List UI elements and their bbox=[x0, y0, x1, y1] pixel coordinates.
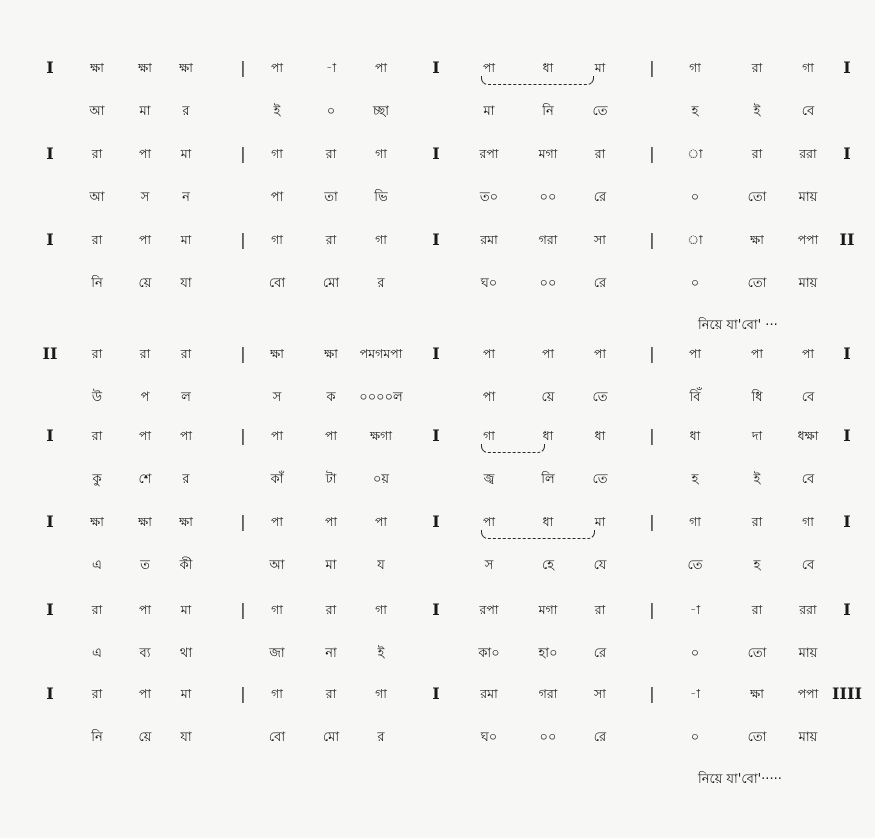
lyric-syllable: বে bbox=[801, 104, 815, 119]
lyric-syllable: ০০ bbox=[539, 730, 557, 745]
barline: II bbox=[42, 344, 58, 363]
swara-note: রা bbox=[594, 146, 606, 161]
barline: | bbox=[240, 426, 246, 445]
swara-note: রা bbox=[91, 428, 103, 443]
lyric-syllable: তে bbox=[592, 104, 608, 119]
lyric-syllable: ০ bbox=[690, 276, 700, 291]
swara-note: পা bbox=[138, 232, 152, 247]
barline: I bbox=[843, 344, 851, 363]
lyric-syllable: য bbox=[377, 558, 385, 573]
lyric-syllable: ই bbox=[753, 104, 761, 119]
lyric-syllable: ০ bbox=[690, 190, 700, 205]
lyric-syllable: ০০ bbox=[539, 190, 557, 205]
barline: | bbox=[240, 144, 246, 163]
lyric-syllable: ই bbox=[753, 472, 761, 487]
lyric-syllable: প bbox=[140, 390, 150, 405]
barline: I bbox=[432, 426, 440, 445]
lyric-syllable: উ bbox=[91, 390, 103, 405]
swara-note: গরা bbox=[538, 232, 558, 247]
lyric-syllable: হ bbox=[691, 472, 699, 487]
barline: | bbox=[649, 600, 655, 619]
lyric-syllable: ব্য bbox=[139, 646, 151, 661]
barline: I bbox=[46, 600, 54, 619]
swara-note: রা bbox=[751, 602, 763, 617]
lyric-syllable: ন bbox=[182, 190, 190, 205]
swara-note: -া bbox=[689, 602, 701, 617]
swara-note: পা bbox=[482, 346, 496, 361]
swara-note: মগা bbox=[538, 602, 558, 617]
swara-note: া bbox=[687, 232, 703, 247]
barline: | bbox=[649, 426, 655, 445]
swara-note: ক্ষা bbox=[179, 60, 193, 75]
swara-note: রা bbox=[751, 60, 763, 75]
lyric-syllable: তো bbox=[747, 730, 767, 745]
swara-note: গা bbox=[271, 602, 283, 617]
swara-note: পা bbox=[324, 428, 338, 443]
lyric-syllable: তে bbox=[592, 390, 608, 405]
lyric-syllable: যে bbox=[593, 558, 607, 573]
barline: | bbox=[649, 230, 655, 249]
barline: I bbox=[432, 58, 440, 77]
lyric-syllable: স bbox=[272, 390, 282, 405]
swara-note: দা bbox=[751, 428, 763, 443]
lyric-syllable: হা০ bbox=[538, 646, 558, 661]
swara-note: পা bbox=[138, 428, 152, 443]
lyric-syllable: ঘ০ bbox=[480, 276, 498, 291]
lyric-syllable: না bbox=[325, 646, 337, 661]
swara-note: ক্ষা bbox=[750, 686, 764, 701]
swara-note: মা bbox=[594, 60, 606, 75]
lyric-syllable: থা bbox=[179, 646, 193, 661]
barline: | bbox=[240, 600, 246, 619]
swara-note: গা bbox=[802, 514, 814, 529]
swara-note: গা bbox=[483, 428, 495, 443]
swara-note: ক্ষা bbox=[179, 514, 193, 529]
swara-note: ধা bbox=[542, 514, 554, 529]
swara-note: মা bbox=[180, 602, 192, 617]
barline: IIII bbox=[832, 684, 862, 703]
swara-note: রা bbox=[91, 146, 103, 161]
refrain-tail: নিয়ে যা'বো' ··· bbox=[698, 318, 778, 333]
barline: I bbox=[432, 230, 440, 249]
swara-note: ধক্ষা bbox=[797, 428, 819, 443]
lyric-syllable: পা bbox=[482, 390, 496, 405]
lyric-syllable: র bbox=[377, 730, 385, 745]
barline: | bbox=[240, 512, 246, 531]
swara-note: মা bbox=[180, 232, 192, 247]
swara-note: ক্ষা bbox=[138, 60, 152, 75]
swara-note: ক্ষা bbox=[138, 514, 152, 529]
swara-note: রা bbox=[139, 346, 151, 361]
swara-note: পা bbox=[374, 60, 388, 75]
barline: | bbox=[649, 684, 655, 703]
swara-note: ক্ষা bbox=[90, 60, 104, 75]
lyric-syllable: য়ে bbox=[138, 730, 152, 745]
swara-note: গা bbox=[689, 514, 701, 529]
barline: I bbox=[432, 344, 440, 363]
lyric-syllable: বে bbox=[801, 472, 815, 487]
lyric-syllable: বে bbox=[801, 558, 815, 573]
barline: I bbox=[432, 684, 440, 703]
lyric-syllable: কী bbox=[179, 558, 193, 573]
lyric-syllable: ধি bbox=[751, 390, 763, 405]
swara-note: পা bbox=[688, 346, 702, 361]
swara-note: ক্ষা bbox=[750, 232, 764, 247]
lyric-syllable: র bbox=[377, 276, 385, 291]
barline: | bbox=[240, 230, 246, 249]
swara-note: রা bbox=[751, 146, 763, 161]
lyric-syllable: বিঁ bbox=[689, 390, 701, 405]
lyric-syllable: ০০ bbox=[539, 276, 557, 291]
swara-note: গরা bbox=[538, 686, 558, 701]
swara-note: রমা bbox=[480, 232, 498, 247]
swara-note: গা bbox=[375, 146, 387, 161]
lyric-syllable: মা bbox=[325, 558, 337, 573]
lyric-syllable: রে bbox=[593, 190, 607, 205]
swara-note: -া bbox=[325, 60, 337, 75]
barline: I bbox=[46, 684, 54, 703]
swara-note: পা bbox=[374, 514, 388, 529]
barline: I bbox=[46, 512, 54, 531]
swara-note: ক্ষা bbox=[270, 346, 284, 361]
lyric-syllable: বো bbox=[268, 276, 286, 291]
swara-note: ররা bbox=[799, 602, 817, 617]
lyric-syllable: নি bbox=[91, 730, 103, 745]
lyric-syllable: স bbox=[484, 558, 494, 573]
swara-note: পপা bbox=[797, 686, 819, 701]
barline: | bbox=[240, 684, 246, 703]
lyric-syllable: মায় bbox=[798, 190, 818, 205]
barline: I bbox=[46, 426, 54, 445]
swara-note: পা bbox=[801, 346, 815, 361]
lyric-syllable: তা bbox=[324, 190, 338, 205]
swara-note: পা bbox=[270, 514, 284, 529]
lyric-syllable: ০০০০ল bbox=[359, 390, 403, 405]
swara-note: পমগমপা bbox=[359, 346, 403, 361]
lyric-syllable: তো bbox=[747, 276, 767, 291]
barline: I bbox=[46, 58, 54, 77]
lyric-syllable: লি bbox=[541, 472, 555, 487]
lyric-syllable: জ্ব bbox=[483, 472, 495, 487]
lyric-syllable: এ bbox=[92, 558, 102, 573]
barline: I bbox=[843, 426, 851, 445]
swara-note: পা bbox=[138, 602, 152, 617]
lyric-syllable: ত bbox=[140, 558, 150, 573]
swara-note: গা bbox=[802, 60, 814, 75]
lyric-syllable: ত০ bbox=[479, 190, 499, 205]
swara-note: ধা bbox=[689, 428, 701, 443]
lyric-syllable: চ্ছা bbox=[372, 104, 390, 119]
barline: I bbox=[843, 58, 851, 77]
swara-note: রা bbox=[180, 346, 192, 361]
lyric-syllable: আ bbox=[89, 104, 105, 119]
lyric-syllable: স bbox=[140, 190, 150, 205]
swara-note: পা bbox=[138, 686, 152, 701]
lyric-syllable: হ bbox=[753, 558, 761, 573]
swara-note: পা bbox=[324, 514, 338, 529]
lyric-syllable: ই bbox=[377, 646, 385, 661]
lyric-syllable: ক bbox=[326, 390, 336, 405]
lyric-syllable: মায় bbox=[798, 646, 818, 661]
lyric-syllable: মা bbox=[483, 104, 495, 119]
swara-note: গা bbox=[375, 232, 387, 247]
lyric-syllable: পা bbox=[270, 190, 284, 205]
swara-note: ররা bbox=[799, 146, 817, 161]
lyric-syllable: আ bbox=[269, 558, 285, 573]
swara-note: রা bbox=[594, 602, 606, 617]
swara-note: ক্ষগা bbox=[370, 428, 392, 443]
barline: II bbox=[839, 230, 855, 249]
lyric-syllable: হে bbox=[541, 558, 555, 573]
lyric-syllable: তে bbox=[592, 472, 608, 487]
lyric-syllable: রে bbox=[593, 276, 607, 291]
lyric-syllable: ভি bbox=[374, 190, 388, 205]
lyric-syllable: যা bbox=[180, 276, 192, 291]
lyric-syllable: মায় bbox=[798, 276, 818, 291]
swara-note: মা bbox=[594, 514, 606, 529]
swara-note: ধা bbox=[542, 60, 554, 75]
lyric-syllable: নি bbox=[542, 104, 554, 119]
barline: I bbox=[432, 512, 440, 531]
lyric-syllable: তো bbox=[747, 190, 767, 205]
barline: I bbox=[843, 512, 851, 531]
swara-note: গা bbox=[689, 60, 701, 75]
swara-note: পা bbox=[482, 514, 496, 529]
swara-note: মগা bbox=[538, 146, 558, 161]
lyric-syllable: এ bbox=[92, 646, 102, 661]
swara-note: পা bbox=[482, 60, 496, 75]
lyric-syllable: কাঁ bbox=[270, 472, 284, 487]
swara-note: রা bbox=[325, 232, 337, 247]
lyric-syllable: বে bbox=[801, 390, 815, 405]
swara-note: রপা bbox=[479, 146, 499, 161]
lyric-syllable: ০য় bbox=[372, 472, 390, 487]
swara-note: মা bbox=[180, 686, 192, 701]
swara-note: পা bbox=[138, 146, 152, 161]
swara-note: রা bbox=[751, 514, 763, 529]
lyric-syllable: ঘ০ bbox=[480, 730, 498, 745]
lyric-syllable: র bbox=[182, 104, 190, 119]
lyric-syllable: রে bbox=[593, 646, 607, 661]
barline: I bbox=[843, 600, 851, 619]
lyric-syllable: মায় bbox=[798, 730, 818, 745]
barline: I bbox=[46, 230, 54, 249]
swara-note: সা bbox=[594, 686, 606, 701]
swara-note: রমা bbox=[480, 686, 498, 701]
refrain-tail: নিয়ে যা'বো'····· bbox=[698, 772, 782, 787]
swara-note: পা bbox=[270, 428, 284, 443]
swara-note: ক্ষা bbox=[90, 514, 104, 529]
lyric-syllable: মো bbox=[322, 276, 340, 291]
lyric-syllable: ০ bbox=[326, 104, 336, 119]
lyric-syllable: তো bbox=[747, 646, 767, 661]
lyric-syllable: জা bbox=[269, 646, 285, 661]
swara-note: রা bbox=[325, 146, 337, 161]
lyric-syllable: মা bbox=[139, 104, 151, 119]
swara-note: গা bbox=[375, 602, 387, 617]
swara-note: রা bbox=[91, 346, 103, 361]
lyric-syllable: যা bbox=[180, 730, 192, 745]
swara-note: া bbox=[687, 146, 703, 161]
swara-note: মা bbox=[180, 146, 192, 161]
lyric-syllable: কা০ bbox=[478, 646, 500, 661]
lyric-syllable: তে bbox=[687, 558, 703, 573]
lyric-syllable: মো bbox=[322, 730, 340, 745]
slur-mark bbox=[481, 444, 545, 453]
swara-note: পা bbox=[750, 346, 764, 361]
swara-note: ধা bbox=[542, 428, 554, 443]
barline: | bbox=[649, 344, 655, 363]
swara-note: রা bbox=[325, 686, 337, 701]
swara-note: পা bbox=[541, 346, 555, 361]
barline: | bbox=[649, 58, 655, 77]
swara-note: রা bbox=[91, 232, 103, 247]
swara-note: পা bbox=[270, 60, 284, 75]
swara-note: গা bbox=[271, 232, 283, 247]
barline: | bbox=[649, 512, 655, 531]
lyric-syllable: য়ে bbox=[138, 276, 152, 291]
swara-note: রা bbox=[91, 602, 103, 617]
swara-note: গা bbox=[271, 686, 283, 701]
lyric-syllable: র bbox=[182, 472, 190, 487]
swara-note: রা bbox=[325, 602, 337, 617]
lyric-syllable: য়ে bbox=[541, 390, 555, 405]
barline: I bbox=[46, 144, 54, 163]
lyric-syllable: নি bbox=[91, 276, 103, 291]
swara-note: পপা bbox=[797, 232, 819, 247]
barline: | bbox=[240, 344, 246, 363]
swara-note: গা bbox=[271, 146, 283, 161]
lyric-syllable: ল bbox=[181, 390, 191, 405]
lyric-syllable: ০ bbox=[690, 646, 700, 661]
lyric-syllable: হ bbox=[691, 104, 699, 119]
swara-note: ধা bbox=[594, 428, 606, 443]
lyric-syllable: শে bbox=[138, 472, 152, 487]
lyric-syllable: বো bbox=[268, 730, 286, 745]
lyric-syllable: আ bbox=[89, 190, 105, 205]
barline: I bbox=[432, 144, 440, 163]
barline: I bbox=[432, 600, 440, 619]
lyric-syllable: টা bbox=[325, 472, 337, 487]
lyric-syllable: ই bbox=[273, 104, 281, 119]
lyric-syllable: কু bbox=[92, 472, 102, 487]
swara-note: পা bbox=[593, 346, 607, 361]
slur-mark bbox=[481, 76, 594, 85]
barline: | bbox=[240, 58, 246, 77]
lyric-syllable: রে bbox=[593, 730, 607, 745]
swara-note: ক্ষা bbox=[324, 346, 338, 361]
swara-note: রা bbox=[91, 686, 103, 701]
barline: I bbox=[843, 144, 851, 163]
swara-note: সা bbox=[594, 232, 606, 247]
swara-note: গা bbox=[375, 686, 387, 701]
barline: | bbox=[649, 144, 655, 163]
swara-note: -া bbox=[689, 686, 701, 701]
swara-note: রপা bbox=[479, 602, 499, 617]
slur-mark bbox=[481, 530, 595, 539]
lyric-syllable: ০ bbox=[690, 730, 700, 745]
swara-note: পা bbox=[179, 428, 193, 443]
